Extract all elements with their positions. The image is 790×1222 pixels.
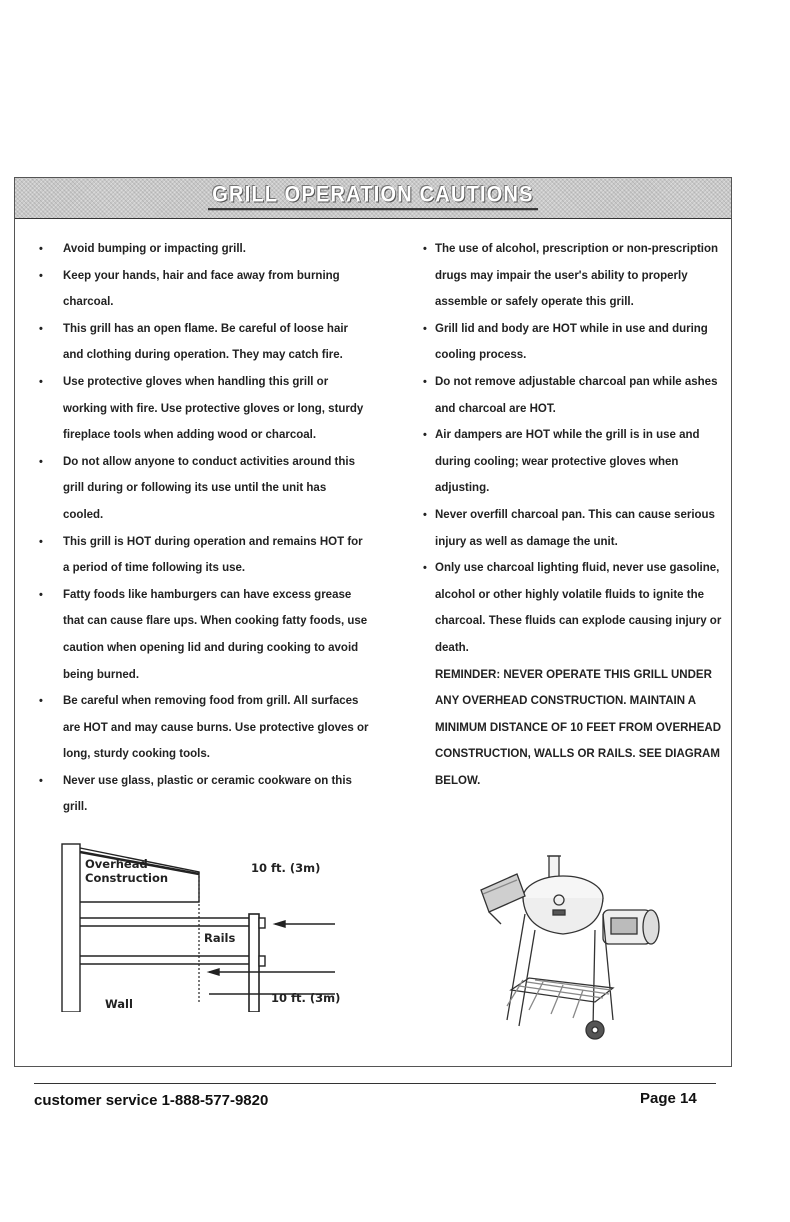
overhead-label: Overhead <box>85 857 148 871</box>
caution-item: • Grill lid and body are HOT while in use and during cooling process. <box>423 316 729 369</box>
caution-item: • The use of alcohol, prescription or non-prescription drugs may impair the user's ability to properly assemble or safely operate this grill. <box>423 236 729 316</box>
customer-service-phone: customer service 1-888-577-9820 <box>34 1092 269 1109</box>
title-banner <box>15 178 731 219</box>
caution-item: • Use protective gloves when handling this grill or working with fire. Use protective gloves or long, sturdy fireplace tools when adding wood or charcoal. <box>39 369 369 449</box>
cautions-panel <box>14 177 732 1067</box>
left-caution-column <box>39 236 369 821</box>
caution-item: • This grill is HOT during operation and remains HOT for a period of time following its use. <box>39 529 369 582</box>
bottom-distance-label: 10 ft. (3m) <box>271 991 341 1005</box>
clearance-diagram <box>59 842 349 1012</box>
construction-label-text: Construction <box>85 871 169 885</box>
caution-item: • Never overfill charcoal pan. This can cause serious injury as well as damage the unit. <box>423 502 729 555</box>
caution-item: • Never use glass, plastic or ceramic cookware on this grill. <box>39 768 369 821</box>
caution-item: • Only use charcoal lighting fluid, never use gasoline, alcohol or other highly volatile fluids to ignite the charcoal. These fluids can explode causing injury or death. <box>423 555 729 661</box>
clearance-reminder: REMINDER: NEVER OPERATE THIS GRILL UNDER ANY OVERHEAD CONSTRUCTION. MAINTAIN A MINIMUM DISTANCE OF 10 FEET FROM OVERHEAD CONSTRUCTION, WALLS OR RAILS. SEE DIAGRAM BELOW. <box>435 668 722 787</box>
rails-label: Rails <box>204 931 236 945</box>
caution-item: • Fatty foods like hamburgers can have excess grease that can cause flare ups. When cooking fatty foods, use caution when opening lid and during cooking to avoid being burned. <box>39 582 369 688</box>
page-title: GRILL OPERATION CAUTIONS <box>15 184 731 209</box>
left-caution-list <box>39 236 369 821</box>
caution-item: • Do not remove adjustable charcoal pan while ashes and charcoal are HOT. <box>423 369 729 422</box>
caution-item: • Avoid bumping or impacting grill. <box>39 236 369 263</box>
caution-item: • Air dampers are HOT while the grill is in use and during cooling; wear protective gloves when adjusting. <box>423 422 729 502</box>
right-caution-column <box>423 236 729 794</box>
page-number: Page 14 <box>640 1090 697 1107</box>
wall-label: Wall <box>105 997 133 1011</box>
caution-item: • Keep your hands, hair and face away from burning charcoal. <box>39 263 369 316</box>
top-distance-label: 10 ft. (3m) <box>251 861 321 875</box>
right-caution-list <box>423 236 729 662</box>
caution-item: • Do not allow anyone to conduct activities around this grill during or following its use until the unit has cooled. <box>39 449 369 529</box>
caution-item: • Be careful when removing food from grill. All surfaces are HOT and may cause burns. Use protective gloves or long, sturdy cooking tools. <box>39 688 369 768</box>
caution-item: • This grill has an open flame. Be careful of loose hair and clothing during operation. They may catch fire. <box>39 316 369 369</box>
grill-illustration <box>463 850 673 1046</box>
footer-divider <box>34 1083 716 1084</box>
